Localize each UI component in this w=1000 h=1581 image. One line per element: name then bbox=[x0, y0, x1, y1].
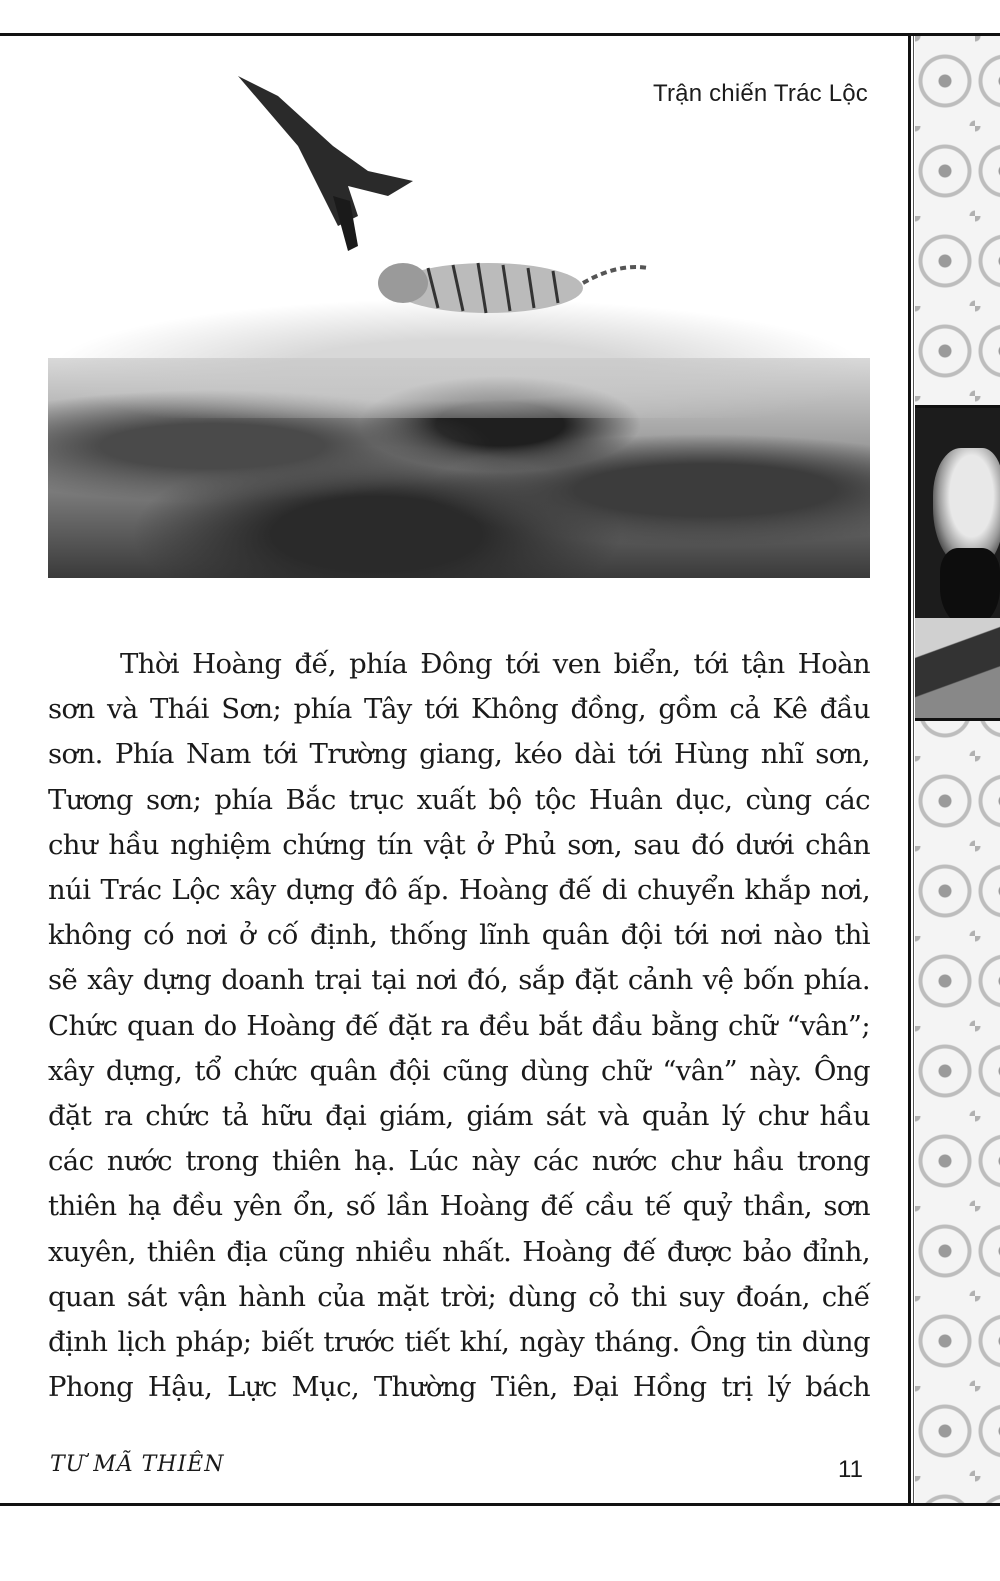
body-line: xuyên, thiên địa cũng nhiều nhất. Hoàng đế được bảo đỉnh, bbox=[48, 1235, 870, 1268]
portrait-beard bbox=[940, 548, 1000, 628]
emperor-portrait-image bbox=[915, 405, 1000, 721]
body-line: Thời Hoàng đế, phía Đông tới ven biển, tới tận Hoàn bbox=[120, 648, 870, 680]
eagle-icon bbox=[238, 76, 418, 256]
body-line: núi Trác Lộc xây dựng đô ấp. Hoàng đế di chuyển khắp nơi, bbox=[48, 874, 870, 907]
body-line: sẽ xây dựng doanh trại tại nơi đó, sắp đặt cảnh vệ bốn phía. bbox=[48, 964, 870, 997]
decorative-damask-margin bbox=[915, 36, 1000, 1503]
body-paragraph bbox=[48, 642, 870, 1410]
footer-author-name: TƯ MÃ THIÊN bbox=[50, 1452, 225, 1477]
portrait-robe bbox=[915, 618, 1000, 718]
body-line: sơn và Thái Sơn; phía Tây tới Không đồng, gồm cả Kê đầu bbox=[48, 693, 870, 726]
body-line: các nước trong thiên hạ. Lúc này các nước chư hầu trong bbox=[48, 1145, 870, 1178]
body-line: định lịch pháp; biết trước tiết khí, ngày tháng. Ông tin dùng bbox=[48, 1326, 870, 1359]
body-line: chư hầu nghiệm chứng tín vật ở Phủ sơn, sau đó dưới chân bbox=[48, 828, 870, 861]
body-line: xây dựng, tổ chức quân đội cũng dùng chữ “vân” này. Ông bbox=[48, 1054, 870, 1087]
bottom-border-rule bbox=[0, 1503, 1000, 1506]
body-line: không có nơi ở cố định, thống lĩnh quân đội tới nơi nào thì bbox=[48, 919, 870, 952]
body-line: sơn. Phía Nam tới Trường giang, kéo dài tới Hùng nhĩ sơn, bbox=[48, 738, 870, 771]
body-line: Phong Hậu, Lực Mục, Thường Tiên, Đại Hồng trị lý bách bbox=[48, 1371, 870, 1404]
top-border-rule bbox=[0, 33, 1000, 36]
body-line: thiên hạ đều yên ổn, số lần Hoàng đế cầu tế quỷ thần, sơn bbox=[48, 1190, 870, 1223]
side-border-inner-rule bbox=[913, 36, 914, 1503]
body-line: Tương sơn; phía Bắc trục xuất bộ tộc Huân dục, cùng các bbox=[48, 783, 870, 816]
tiger-icon bbox=[368, 243, 648, 333]
side-border-rule bbox=[908, 33, 911, 1506]
body-line: quan sát vận hành của mặt trời; dùng cỏ thi suy đoán, chế bbox=[48, 1280, 870, 1313]
battle-illustration bbox=[48, 68, 870, 578]
running-header-title: Trận chiến Trác Lộc bbox=[652, 80, 868, 107]
body-line: Chức quan do Hoàng đế đặt ra đều bắt đầu bằng chữ “vân”; bbox=[48, 1009, 870, 1042]
body-line: đặt ra chức tả hữu đại giám, giám sát và quản lý chư hầu bbox=[48, 1100, 870, 1133]
page-number: 11 bbox=[838, 1456, 863, 1483]
